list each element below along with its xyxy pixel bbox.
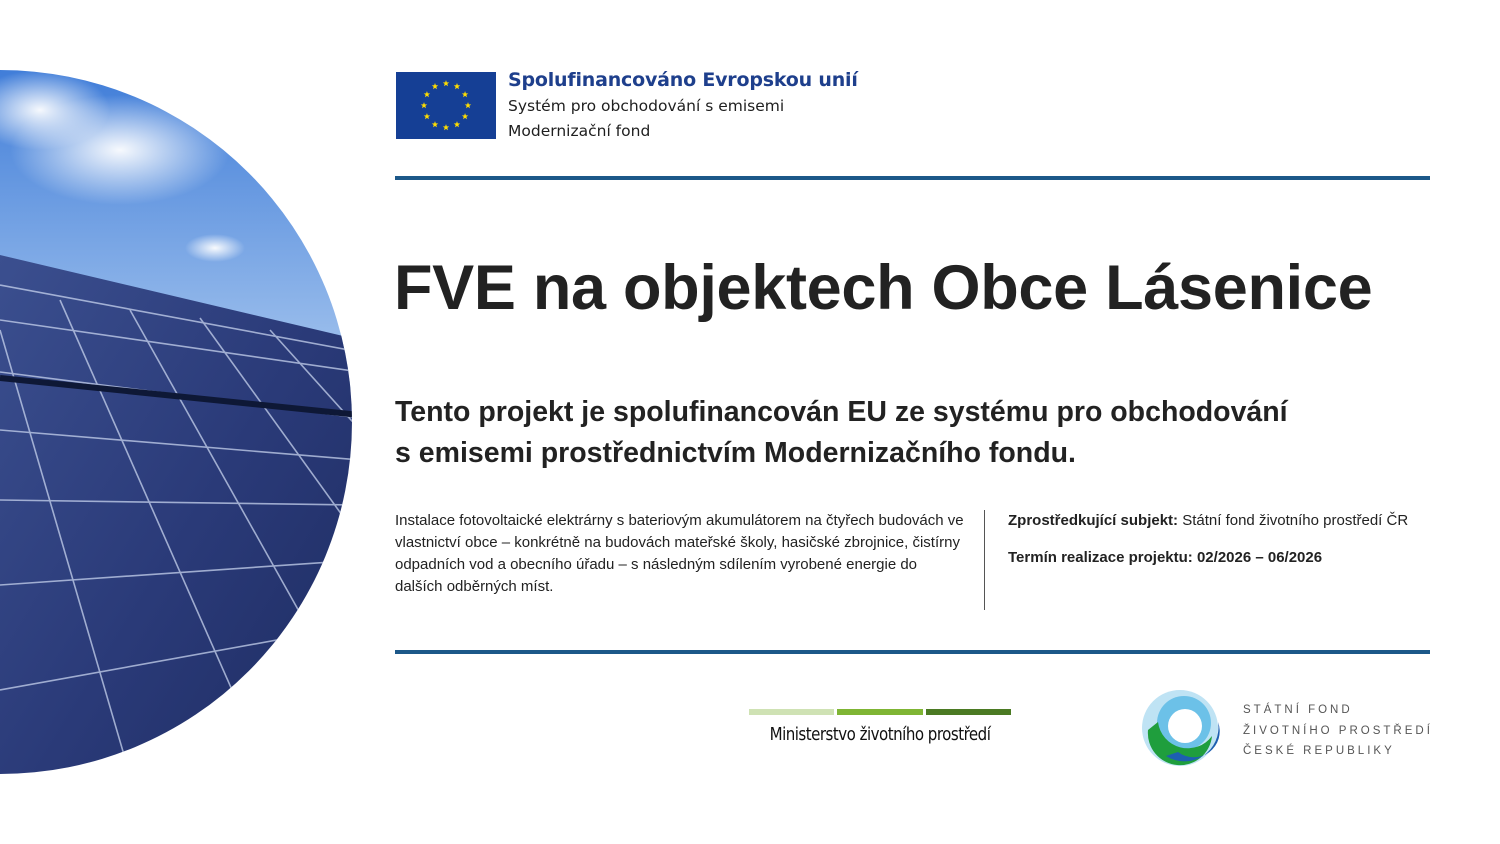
- sfzp-logo-icon: [1138, 686, 1222, 770]
- term-label: Termín realizace projektu:: [1008, 549, 1193, 566]
- eu-cofinancing-block: [508, 66, 858, 144]
- subtitle-line-1: Tento projekt je spolufinancován EU ze systému pro obchodování: [395, 396, 1288, 428]
- project-info: [1008, 510, 1438, 584]
- sfzp-line-3: ČESKÉ REPUBLIKY: [1243, 745, 1395, 757]
- solar-panels-photo: [0, 0, 360, 844]
- mzp-bar-mid: [837, 709, 922, 715]
- mzp-bar-light: [749, 709, 834, 715]
- eu-title: Spolufinancováno Evropskou unií: [508, 69, 858, 91]
- sfzp-name: [1243, 700, 1433, 762]
- eu-flag-icon: [396, 72, 496, 139]
- project-subtitle: [395, 392, 1395, 474]
- intermediary-value: Státní fond životního prostředí ČR: [1182, 512, 1409, 529]
- sfzp-line-2: ŽIVOTNÍHO PROSTŘEDÍ: [1243, 724, 1433, 737]
- subtitle-line-2: s emisemi prostřednictvím Modernizačního fondu.: [395, 437, 1076, 469]
- intermediary-row: [1008, 510, 1438, 532]
- mzp-name: Ministerstvo životního prostředí: [769, 725, 991, 745]
- intermediary-label: Zprostředkující subjekt:: [1008, 512, 1179, 529]
- eu-program-line: Systém pro obchodování s emisemi: [508, 97, 785, 115]
- mzp-logo: [749, 709, 1011, 745]
- top-divider: [395, 176, 1430, 180]
- vertical-divider: [984, 510, 985, 610]
- term-value: 02/2026 – 06/2026: [1196, 549, 1323, 566]
- term-row: [1008, 547, 1438, 569]
- page-title: FVE na objektech Obce Lásenice: [394, 253, 1373, 323]
- eu-fund-line: Modernizační fond: [508, 122, 651, 140]
- mzp-color-bars: [749, 709, 1011, 715]
- project-description: Instalace fotovoltaické elektrárny s bateriovým akumulátorem na čtyřech budovách ve vlastnictví obce – konkrétně na budovách mateřské školy, hasičské zbrojnice, čistírny odpadních vod a obecního úřadu – s následným sdílením vyrobené energie do dalších odběrných míst.: [395, 512, 964, 595]
- bottom-divider: [395, 650, 1430, 654]
- sfzp-line-1: STÁTNÍ FOND: [1243, 704, 1353, 716]
- mzp-bar-dark: [926, 709, 1011, 715]
